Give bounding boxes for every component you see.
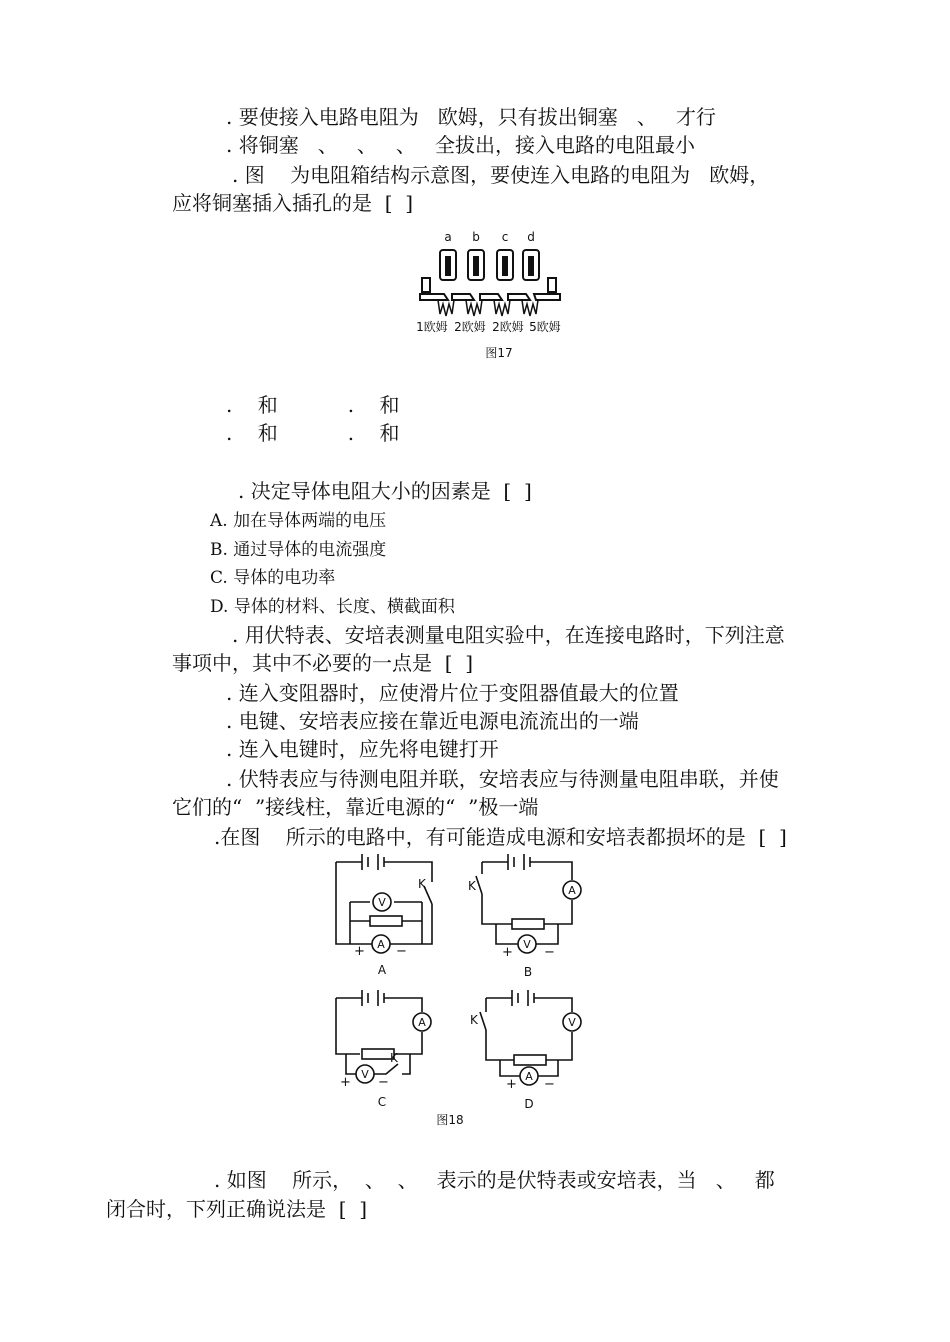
question-options-row: . 和 . 和 [226,421,400,445]
question-stem-line: 闭合时，下列正确说法是 [ ] [106,1197,368,1221]
resistor-1 [438,300,454,316]
resistance-box-figure [410,228,590,368]
panel-label-d: D [524,1097,534,1111]
question-stem-line: 事项中，其中不必要的一点是 [ ] [172,651,474,675]
question-options-row: . 和 . 和 [226,393,400,417]
circuit-c [336,990,431,1083]
resistor-label: 5欧姆 [529,320,561,334]
switch-label: K [390,1051,398,1065]
panel-label-c: C [377,1095,387,1109]
hole-label-d: d [527,230,535,244]
question-stem-line: . 决定导体电阻大小的因素是 [ ] [238,479,532,503]
question-option-d: . 伏特表应与待测电阻并联，安培表应与待测量电阻串联，并使 [226,767,779,791]
minus-sign: − [544,1077,555,1092]
resistor-label: 2欧姆 [454,320,486,334]
plus-sign: + [506,1077,517,1092]
question-stem-line: .在图 所示的电路中，有可能造成电源和安培表都损坏的是 [ ] [214,825,787,849]
plus-sign: + [502,945,513,960]
resistor-3 [494,300,510,316]
question-option-c: . 连入电键时，应先将电键打开 [226,737,499,761]
hole-label-b: b [472,230,480,244]
switch-label: K [470,1013,478,1027]
circuit-diagrams-figure [326,852,596,1134]
switch-label: K [468,879,476,893]
voltmeter-symbol: V [568,1016,576,1029]
minus-sign: − [544,945,555,960]
voltmeter-symbol: V [523,938,531,951]
hole-label-a: a [444,230,452,244]
resistor-label: 2欧姆 [492,320,524,334]
ammeter-symbol: A [418,1016,426,1029]
question-option-b: B. 通过导体的电流强度 [210,540,387,560]
plus-sign: + [354,944,365,959]
question-option-d-cont: 它们的“ ”接线柱，靠近电源的“ ”极一端 [172,795,539,819]
resistor-2 [466,300,482,316]
resistor-label: 1欧姆 [416,320,448,334]
switch-label: K [418,877,426,891]
question-stem-line: . 用伏特表、安培表测量电阻实验中，在连接电路时，下列注意 [232,623,785,647]
question-option-a: A. 加在导体两端的电压 [210,511,387,531]
minus-sign: − [378,1075,389,1090]
ammeter-symbol: A [377,938,385,951]
ammeter-symbol: A [568,884,576,897]
figure-caption: 图18 [436,1113,464,1127]
resistor-4 [522,300,538,316]
question-stem-line: 应将铜塞插入插孔的是 [ ] [172,191,414,215]
question-option-d: . 将铜塞 、 、 、 全拔出，接入电路的电阻最小 [226,133,696,157]
question-stem-line: . 如图 所示， 、 、 表示的是伏特表或安培表，当 、 都 [214,1168,775,1192]
question-option-c: C. 导体的电功率 [210,568,336,588]
question-option-b: . 电键、安培表应接在靠近电源电流流出的一端 [226,709,639,733]
question-option-c: . 要使接入电路电阻为 欧姆，只有拔出铜塞 、 才行 [226,105,716,129]
voltmeter-symbol: V [361,1068,369,1081]
voltmeter-symbol: V [378,896,386,909]
panel-label-b: B [523,965,533,979]
question-option-a: . 连入变阻器时，应使滑片位于变阻器值最大的位置 [226,681,679,705]
plus-sign: + [340,1075,351,1090]
hole-label-c: c [501,230,509,244]
ammeter-symbol: A [525,1070,533,1083]
panel-label-a: A [377,963,387,977]
question-stem-line: . 图 为电阻箱结构示意图，要使连入电路的电阻为 欧姆， [232,163,770,187]
question-option-d: D. 导体的材料、长度、横截面积 [210,597,455,617]
minus-sign: − [396,944,407,959]
figure-caption: 图17 [485,346,513,360]
